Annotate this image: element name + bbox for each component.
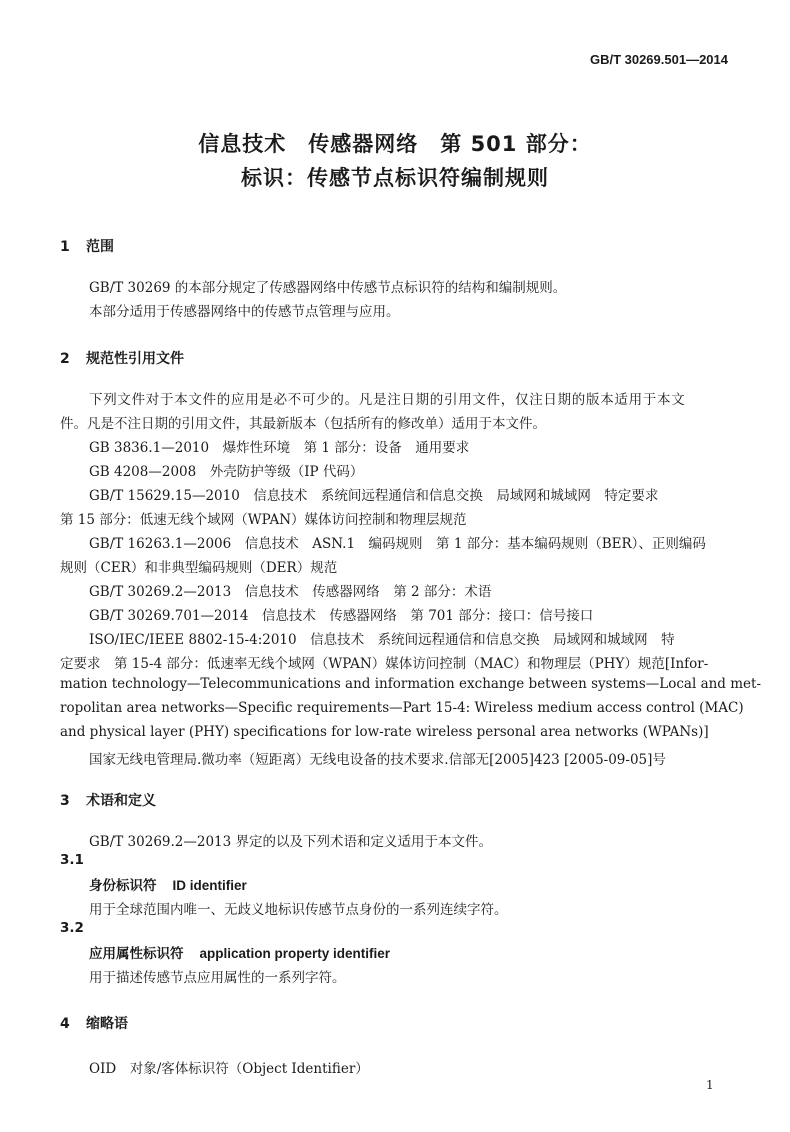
document-title-line-2: 标识：传感节点标识符编制规则 [241, 166, 549, 190]
reference-item: 国家无线电管理局.微功率（短距离）无线电设备的技术要求.信部无[2005]423 [2005-09-05]号 [89, 752, 666, 768]
section-number: 1 [60, 239, 70, 255]
document-title-line-1: 信息技术 传感器网络 第 501 部分： [198, 132, 592, 156]
reference-item: 第 15 部分：低速无线个域网（WPAN）媒体访问控制和物理层规范 [60, 512, 467, 528]
term-entry [89, 942, 390, 962]
term-definition: 用于全球范围内唯一、无歧义地标识传感节点身份的一系列连续字符。 [89, 902, 508, 918]
paragraph: 本部分适用于传感器网络中的传感节点管理与应用。 [89, 304, 400, 320]
section-title: 术语和定义 [86, 793, 156, 809]
term-chinese: 应用属性标识符 [89, 946, 184, 962]
term-chinese: 身份标识符 [89, 878, 157, 894]
reference-item: GB/T 15629.15—2010 信息技术 系统间远程通信和信息交换 局域网和城域网 特定要求 [89, 488, 659, 504]
reference-item: 规则（CER）和非典型编码规则（DER）规范 [60, 560, 338, 576]
reference-item: GB 4208—2008 外壳防护等级（IP 代码） [89, 464, 364, 480]
reference-item: and physical layer (PHY) specifications for low-rate wireless personal area networks (WPANs)] [60, 724, 709, 740]
section-number: 4 [60, 1016, 70, 1032]
abbreviation-entry: OID 对象/客体标识符（Object Identifier） [89, 1061, 369, 1077]
term-definition: 用于描述传感节点应用属性的一系列字符。 [89, 970, 346, 986]
reference-item: ropolitan area networks—Specific requirements—Part 15-4: Wireless medium access control (MAC) [60, 700, 744, 716]
page-number: 1 [706, 1078, 714, 1092]
term-entry [89, 874, 247, 894]
paragraph: GB/T 30269 的本部分规定了传感器网络中传感节点标识符的结构和编制规则。 [89, 280, 567, 296]
section-4-heading [60, 1013, 128, 1033]
section-2-heading [60, 348, 184, 368]
section-number: 3 [60, 793, 70, 809]
standard-code: GB/T 30269.501—2014 [589, 52, 728, 67]
term-english: application property identifier [199, 946, 391, 961]
term-english: ID identifier [172, 878, 247, 893]
paragraph: 下列文件对于本文件的应用是必不可少的。凡是注日期的引用文件，仅注日期的版本适用于本文 [89, 392, 686, 408]
term-number: 3.2 [60, 920, 84, 936]
reference-item: GB 3836.1—2010 爆炸性环境 第 1 部分：设备 通用要求 [89, 440, 470, 456]
reference-item: GB/T 30269.2—2013 信息技术 传感器网络 第 2 部分：术语 [89, 584, 492, 600]
reference-item: ISO/IEC/IEEE 8802-15-4:2010 信息技术 系统间远程通信和信息交换 局域网和城域网 特 [89, 632, 675, 648]
term-number: 3.1 [60, 852, 84, 868]
reference-item: GB/T 30269.701—2014 信息技术 传感器网络 第 701 部分：接口：信号接口 [89, 608, 594, 624]
paragraph: GB/T 30269.2—2013 界定的以及下列术语和定义适用于本文件。 [89, 834, 493, 850]
section-title: 规范性引用文件 [86, 351, 184, 367]
section-3-heading [60, 790, 156, 810]
section-title: 缩略语 [86, 1016, 128, 1032]
reference-item: mation technology—Telecommunications and information exchange between systems—Local and met- [60, 676, 762, 692]
reference-item: 定要求 第 15-4 部分：低速率无线个域网（WPAN）媒体访问控制（MAC）和物理层（PHY）规范[Infor- [60, 656, 709, 672]
section-number: 2 [60, 351, 70, 367]
paragraph: 件。凡是不注日期的引用文件，其最新版本（包括所有的修改单）适用于本文件。 [60, 416, 546, 432]
section-1-heading [60, 236, 114, 256]
section-title: 范围 [86, 239, 114, 255]
reference-item: GB/T 16263.1—2006 信息技术 ASN.1 编码规则 第 1 部分：基本编码规则（BER）、正则编码 [89, 536, 706, 552]
